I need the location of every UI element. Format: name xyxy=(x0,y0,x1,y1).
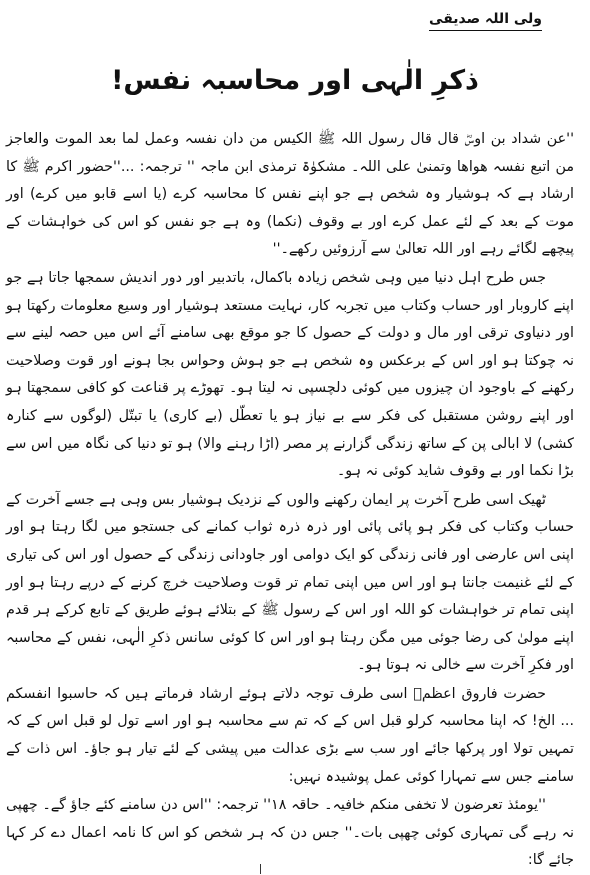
body-paragraph-worldly: جس طرح اہل دنیا میں وہی شخص زیادہ باکمال، باتدبیر اور دور اندیش سمجھا جاتا ہے جو اپنے کاروبار اور حساب وکتاب میں تجربہ کار، نہایت مستعد ہوشیار اور وسیع معلومات رکھتا ہو اور دنیاوی ترقی اور مال و دولت کے حصول کا جو موقع بھی سامنے آئے اس میں حصہ لینے سے نہ چوکتا ہو اور اس کے برعکس وہ شخص ہے جو ہوش وحواس بجا ہونے اور قوت وصلاحیت رکھنے کے باوجود ان چیزوں میں کوئی دلچسپی نہ لیتا ہو۔ تھوڑے پر قناعت کو کافی سمجھتا ہو اور اپنے روشن مستقبل کی فکر سے بے نیاز ہو یا تعطّل (بے کاری) یا تبتّل (لوگوں سے کنارہ کشی) لا ابالی پن کے ساتھ زندگی گزارنے پر مصر (اڑا رہنے والا) ہو تو دنیا کی نگاہ میں اس سے بڑا نکما اور بے وقوف شاید کوئی نہ ہو۔ xyxy=(6,269,574,480)
article-body xyxy=(6,126,574,875)
quran-quote-paragraph: ''یومئذ تعرضون لا تخفی منکم خافیہ۔ حاقہ ۱۸'' ترجمہ: ''اس دن سامنے کئے جاؤ گے۔ چھپی نہ رہے گی تمہاری کوئی چھپی بات۔'' جس دن کہ ہر شخص کو اس کا نامہ اعمال دے کر کہا جائے گا: xyxy=(6,797,574,869)
body-paragraph-hereafter: ٹھیک اسی طرح آخرت پر ایمان رکھنے والوں کے نزدیک ہوشیار بس وہی ہے جسے آخرت کے حساب وکتاب کی فکر ہو پائی پائی اور ذرہ ذرہ ثواب کمانے کی جستجو میں لگا رہتا ہو اور اپنی اس عارضی اور فانی زندگی کو ایک دوامی اور جاودانی زندگی کے حصول اور اس کی تیاری کے لئے غنیمت جانتا ہو اور اس میں اپنی تمام تر قوت وصلاحیت خرچ کرنے کے درپے رہتا ہو اور اپنی تمام تر خواہشات کو اللہ اور اس کے رسول ﷺ کے بتلائے ہوئے طریق کے تابع کرکے ہر قدم اپنے مولیٰ کی رضا جوئی میں مگن رہتا ہو اور اس کا کوئی سانس ذکرِ الٰہی، نفس کے محاسبہ اور فکرِ آخرت سے خالی نہ ہوتا ہو۔ xyxy=(6,491,574,674)
article-title: ذکرِ الٰہی اور محاسبہ نفس! xyxy=(111,65,479,96)
hadith-paragraph: ''عن شداد بن اوسؓ قال قال رسول اللہ ﷺ الکیس من دان نفسہ وعمل لما بعد الموت والعاجز من اتبع نفسہ ھواھا وتمنیٰ علی اللہ۔ مشکوٰۃ ترمذی ابن ماجہ '' ترجمہ: ...''حضور اکرم ﷺ کا ارشاد ہے کہ ہوشیار وہ شخص ہے جو اپنے نفس کا محاسبہ کرے (یا اسے قابو میں کرے) اور موت کے بعد کے لئے عمل کرے اور بے وقوف (نکما) وہ ہے جو نفس کو اس کی خواہشات کے پیچھے لگائے رہے اور اللہ تعالیٰ سے آرزوئیں رکھے۔'' xyxy=(6,131,574,258)
page-edge-mark xyxy=(260,864,261,874)
author-name: ولی اللہ صدیقی xyxy=(429,10,542,31)
body-paragraph-farooq: حضرت فاروق اعظمؓ اسی طرف توجہ دلاتے ہوئے ارشاد فرماتے ہیں کہ حاسبوا انفسکم ... الخ! کہ اپنا محاسبہ کرلو قبل اس کے کہ تم سے محاسبہ ہو اور اسے تول لو قبل اس کے کہ تمہیں تولا اور پرکھا جائے اور سب سے بڑی عدالت میں پیشی کے لئے تیار ہو جاؤ۔ اس ذات کے سامنے جس سے تمہارا کوئی عمل پوشیدہ نہیں: xyxy=(6,685,574,785)
